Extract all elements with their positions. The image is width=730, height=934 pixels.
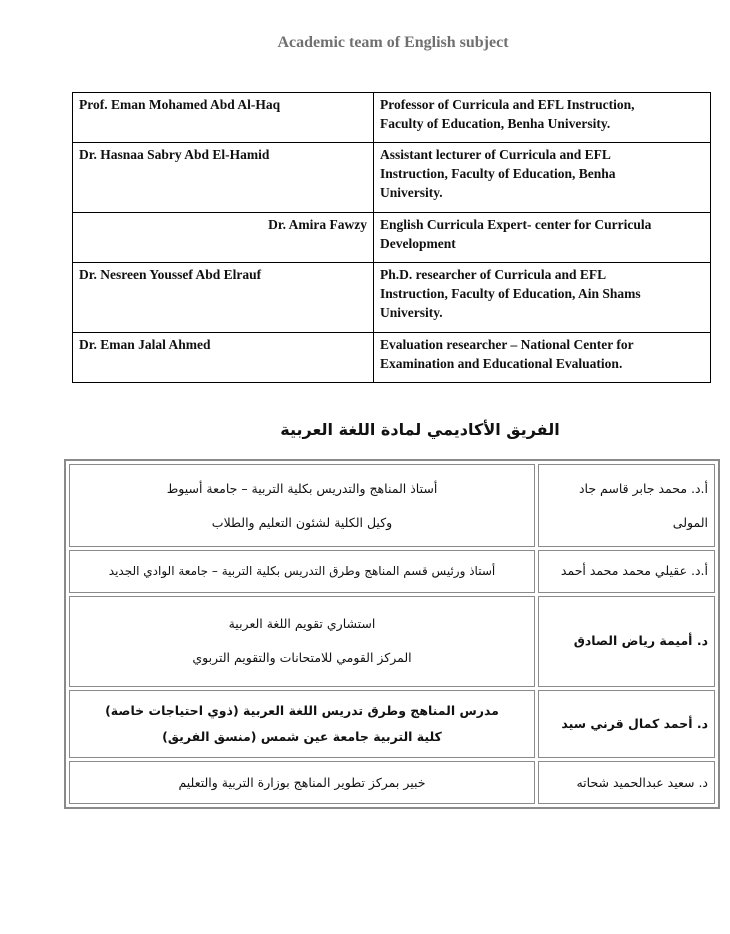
member-name: [538, 690, 715, 758]
table-row: [69, 550, 715, 593]
arabic-team-title: الفريق الأكاديمي لمادة اللغة العربية: [280, 420, 560, 439]
table-row: [73, 143, 711, 213]
member-name: Dr. Amira Fawzy: [73, 213, 374, 263]
arabic-team-table: [66, 461, 718, 807]
role-line: أستاذ ورئيس قسم المناهج وطرق التدريس بكلية التربية – جامعة الوادي الجديد: [108, 564, 496, 579]
name-line: المولى: [672, 514, 708, 530]
table-row: [73, 333, 711, 383]
role-line: Instruction, Faculty of Education, Benha: [380, 166, 616, 181]
member-role: [374, 213, 711, 263]
member-name: [538, 464, 715, 547]
role-line: أستاذ المناهج والتدريس بكلية التربية – جامعة أسيوط: [166, 480, 438, 496]
arabic-team-frame: [64, 459, 720, 809]
member-name: Dr. Nesreen Youssef Abd Elrauf: [73, 263, 374, 333]
member-role: [69, 550, 535, 593]
role-line: Development: [380, 236, 456, 251]
role-line: وكيل الكلية لشئون التعليم والطلاب: [211, 514, 393, 530]
role-line: University.: [380, 185, 443, 200]
role-line: Professor of Curricula and EFL Instruction,: [380, 97, 635, 112]
table-row: [69, 464, 715, 547]
english-team-table: [72, 92, 711, 383]
member-role: [374, 93, 711, 143]
member-name: [538, 596, 715, 688]
name-line: أ.د. محمد جابر قاسم جاد: [578, 480, 708, 496]
member-name: Dr. Hasnaa Sabry Abd El-Hamid: [73, 143, 374, 213]
member-role: [374, 143, 711, 213]
role-line: مدرس المناهج وطرق تدريس اللغة العربية (ذوي احتياجات خاصة): [105, 703, 499, 719]
role-line: Assistant lecturer of Curricula and EFL: [380, 147, 611, 162]
role-line: Faculty of Education, Benha University.: [380, 116, 611, 131]
member-name: [538, 550, 715, 593]
name-line: د. أميمة رياض الصادق: [573, 633, 708, 649]
table-row: [73, 93, 711, 143]
role-line: Ph.D. researcher of Curricula and EFL: [380, 267, 607, 282]
role-line: University.: [380, 305, 443, 320]
table-row: [73, 263, 711, 333]
member-role: [69, 690, 535, 758]
role-line: استشاري تقويم اللغة العربية: [228, 616, 376, 632]
name-line: أ.د. عقيلي محمد محمد أحمد: [560, 563, 708, 579]
member-name: Dr. Eman Jalal Ahmed: [73, 333, 374, 383]
role-line: Examination and Educational Evaluation.: [380, 356, 623, 371]
member-role: [69, 761, 535, 804]
role-line: كلية التربية جامعة عين شمس (منسق الفريق): [162, 729, 442, 745]
name-line: د. أحمد كمال قرني سيد: [561, 716, 708, 732]
role-line: المركز القومي للامتحانات والتقويم التربوي: [192, 650, 412, 666]
role-line: Evaluation researcher – National Center for: [380, 337, 634, 352]
role-line: Instruction, Faculty of Education, Ain Shams: [380, 286, 641, 301]
member-role: [69, 464, 535, 547]
member-role: [69, 596, 535, 688]
table-row: [73, 213, 711, 263]
member-role: [374, 263, 711, 333]
table-row: [69, 690, 715, 758]
member-name: Prof. Eman Mohamed Abd Al-Haq: [73, 93, 374, 143]
role-line: English Curricula Expert- center for Curricula: [380, 217, 652, 232]
table-row: [69, 596, 715, 688]
member-name: [538, 761, 715, 804]
name-line: د. سعيد عبدالحميد شحاته: [576, 774, 708, 790]
table-row: [69, 761, 715, 804]
english-team-title: Academic team of English subject: [277, 34, 509, 51]
member-role: [374, 333, 711, 383]
role-line: خبير بمركز تطوير المناهج بوزارة التربية والتعليم: [178, 774, 426, 790]
